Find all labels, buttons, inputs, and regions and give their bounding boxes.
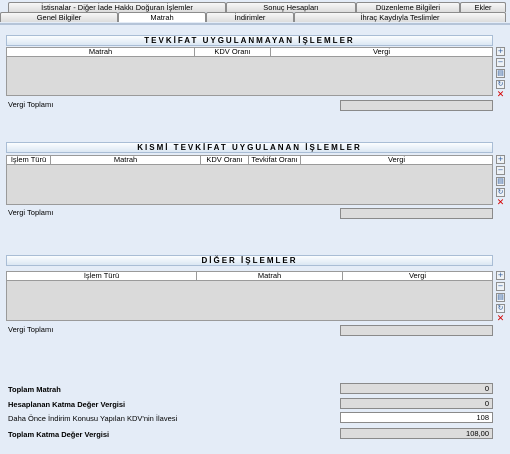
col-header-tevkifat-orani[interactable]: Tevkifat Oranı [249, 156, 301, 164]
tab-sonuc-hesaplari[interactable]: Sonuç Hesapları [226, 2, 356, 12]
tab-indirimler[interactable]: İndirimler [206, 12, 294, 22]
copy-row-icon[interactable]: ▤ [497, 177, 504, 185]
add-row-icon[interactable]: + [497, 271, 504, 279]
tab-matrah[interactable]: Matrah [118, 12, 206, 22]
refresh-row-icon[interactable]: ↻ [497, 188, 504, 196]
refresh-row-icon[interactable]: ↻ [497, 80, 504, 88]
col-header-vergi[interactable]: Vergi [372, 48, 391, 56]
col-header-matrah[interactable]: Matrah [197, 272, 343, 280]
add-row-icon[interactable]: + [497, 47, 504, 55]
grid-diger-islemler[interactable] [6, 271, 493, 321]
col-header-islem-turu[interactable]: İşlem Türü [7, 156, 51, 164]
vergi-toplami-field [340, 325, 493, 336]
remove-row-icon[interactable]: − [497, 58, 504, 66]
grid-header [7, 48, 492, 57]
ilave-input[interactable]: 108 [340, 412, 493, 423]
tab-genel-bilgiler[interactable]: Genel Bilgiler [0, 12, 118, 22]
vergi-toplami-label: Vergi Toplamı [8, 325, 54, 334]
section-title-kismi-tevkifat: KISMİ TEVKİFAT UYGULANAN İŞLEMLER [6, 142, 493, 153]
copy-row-icon[interactable]: ▤ [497, 69, 504, 77]
toplam-matrah-label: Toplam Matrah [8, 385, 61, 394]
tab-underline [0, 23, 510, 25]
copy-row-icon[interactable]: ▤ [497, 293, 504, 301]
remove-row-icon[interactable]: − [497, 282, 504, 290]
col-header-kdv-orani[interactable]: KDV Oranı [201, 156, 249, 164]
delete-icon[interactable]: ✕ [496, 198, 505, 208]
row-buttons-section2 [496, 155, 506, 208]
ilave-label: Daha Önce İndirim Konusu Yapılan KDV'nin İlavesi [8, 414, 178, 423]
col-header-matrah[interactable]: Matrah [7, 48, 195, 56]
delete-icon[interactable]: ✕ [496, 314, 505, 324]
hesaplanan-kdv-field: 0 [340, 398, 493, 409]
col-header-vergi[interactable]: Vergi [387, 156, 406, 164]
tab-row-top [0, 2, 510, 12]
grid-header [7, 156, 492, 165]
grid-kismi-tevkifat[interactable] [6, 155, 493, 205]
row-buttons-section1 [496, 47, 506, 100]
hesaplanan-kdv-label: Hesaplanan Katma Değer Vergisi [8, 400, 126, 409]
toplam-kdv-label: Toplam Katma Değer Vergisi [8, 430, 110, 439]
vergi-toplami-field [340, 208, 493, 219]
grid-header [7, 272, 492, 281]
vergi-toplami-field [340, 100, 493, 111]
toplam-matrah-field: 0 [340, 383, 493, 394]
section-title-tevkifat-uygulanmayan: TEVKİFAT UYGULANMAYAN İŞLEMLER [6, 35, 493, 46]
row-buttons-section3 [496, 271, 506, 324]
vergi-toplami-label: Vergi Toplamı [8, 208, 54, 217]
tab-ekler[interactable]: Ekler [460, 2, 506, 12]
col-header-matrah[interactable]: Matrah [51, 156, 201, 164]
tab-row-bottom [0, 12, 510, 22]
refresh-row-icon[interactable]: ↻ [497, 304, 504, 312]
tab-duzenleme-bilgileri[interactable]: Düzenleme Bilgileri [356, 2, 460, 12]
toplam-kdv-field: 108,00 [340, 428, 493, 439]
add-row-icon[interactable]: + [497, 155, 504, 163]
remove-row-icon[interactable]: − [497, 166, 504, 174]
delete-icon[interactable]: ✕ [496, 90, 505, 100]
tab-istisnalar[interactable]: İstisnalar - Diğer İade Hakkı Doğuran İşlemler [8, 2, 226, 12]
col-header-kdv-orani[interactable]: KDV Oranı [195, 48, 271, 56]
tab-ihrac-kaydiyla[interactable]: İhraç Kaydıyla Teslimler [294, 12, 506, 22]
col-header-islem-turu[interactable]: İşlem Türü [7, 272, 197, 280]
section-title-diger-islemler: DİĞER İŞLEMLER [6, 255, 493, 266]
vergi-toplami-label: Vergi Toplamı [8, 100, 54, 109]
col-header-vergi[interactable]: Vergi [408, 272, 427, 280]
grid-tevkifat-uygulanmayan[interactable] [6, 47, 493, 96]
